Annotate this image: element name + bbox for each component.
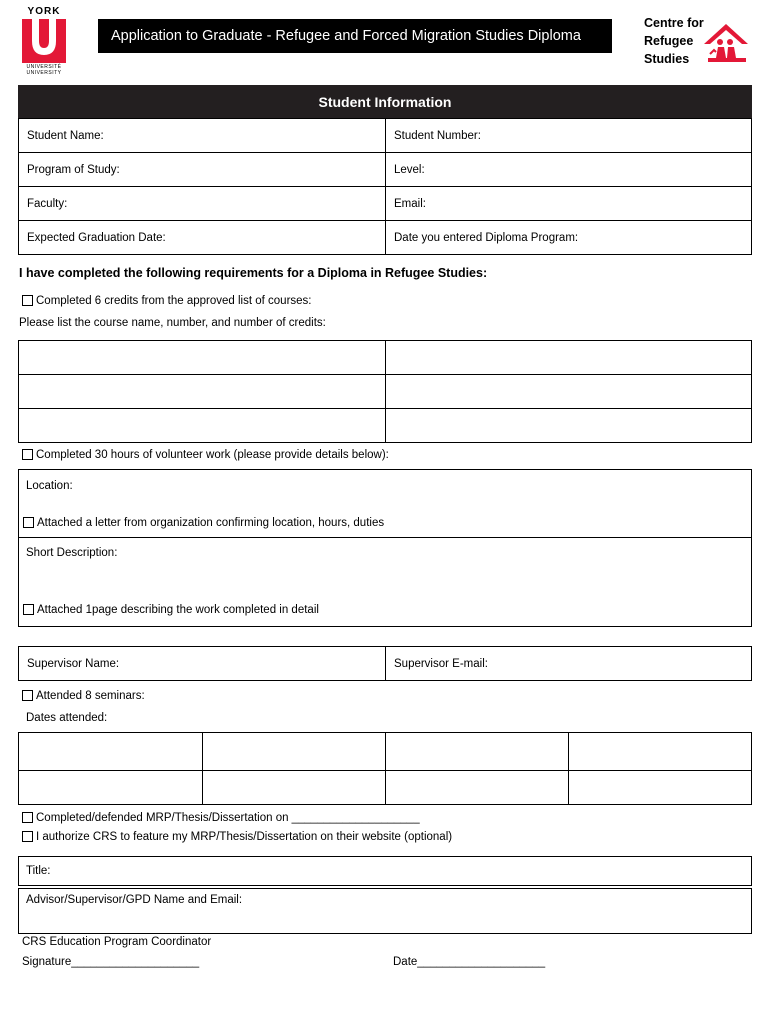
page-checkbox[interactable] [23,604,34,615]
student-number-label: Student Number: [394,129,481,142]
advisor-box[interactable] [18,888,752,934]
supervisor-table [18,646,752,681]
supervisor-email-label: Supervisor E-mail: [394,657,488,670]
faculty-field[interactable] [19,187,386,221]
entry-date-label: Date you entered Diploma Program: [394,231,579,244]
program-field[interactable] [19,153,386,187]
student-info-table [18,118,752,255]
description-label: Short Description: [26,547,118,559]
level-field[interactable] [386,153,752,187]
page-title-bar [98,19,612,53]
course-cell[interactable] [19,375,386,409]
crs-logo-line1: Centre for [644,16,704,30]
level-label: Level: [394,163,425,176]
supervisor-email-field[interactable] [386,647,752,681]
seminars-checkbox-label: Attended 8 seminars: [36,690,145,702]
authorize-checkbox[interactable] [22,831,33,842]
volunteer-checkbox-label: Completed 30 hours of volunteer work (please provide details below): [36,449,389,461]
supervisor-name-label: Supervisor Name: [27,657,120,670]
thesis-checkbox-label: Completed/defended MRP/Thesis/Dissertation on ____________________ [36,812,420,824]
student-info-header [18,85,752,119]
seminar-date-cell[interactable] [19,771,203,805]
letter-checkbox[interactable] [23,517,34,528]
entry-date-field[interactable] [386,221,752,255]
authorize-checkbox-row [22,831,452,843]
york-u-icon [22,19,66,63]
page-checkbox-row [23,604,319,616]
faculty-label: Faculty: [27,197,68,210]
seminar-date-cell[interactable] [569,733,752,771]
course-cell[interactable] [386,409,752,443]
crs-logo [644,16,754,68]
volunteer-location-box[interactable] [18,469,752,538]
seminars-checkbox-row [22,690,145,702]
seminars-table [18,732,752,805]
graduation-date-field[interactable] [19,221,386,255]
course-cell[interactable] [19,341,386,375]
course-cell[interactable] [19,409,386,443]
signature-line: Signature____________________ [22,956,200,968]
courses-checkbox-label: Completed 6 credits from the approved list of courses: [36,295,312,307]
seminar-date-cell[interactable] [203,771,386,805]
volunteer-description-box[interactable] [18,537,752,627]
courses-checkbox[interactable] [22,295,33,306]
thesis-title-box[interactable] [18,856,752,886]
york-logo-text: YORK [27,6,61,17]
thesis-title-label: Title: [26,865,51,877]
student-number-field[interactable] [386,119,752,153]
crs-logo-line3: Studies [644,52,690,66]
seminar-date-cell[interactable] [386,733,569,771]
course-cell[interactable] [386,341,752,375]
student-name-label: Student Name: [27,129,104,142]
student-info-heading: Student Information [318,94,452,110]
courses-instruction: Please list the course name, number, and number of credits: [19,317,326,329]
authorize-checkbox-label: I authorize CRS to feature my MRP/Thesis/Dissertation on their website (optional) [36,831,453,843]
house-icon [702,22,750,64]
seminar-date-cell[interactable] [19,733,203,771]
thesis-checkbox-row [22,812,420,824]
letter-checkbox-row [23,517,384,529]
seminar-date-cell[interactable] [386,771,569,805]
program-label: Program of Study: [27,163,120,176]
courses-checkbox-row [22,295,312,307]
supervisor-name-field[interactable] [19,647,386,681]
course-cell[interactable] [386,375,752,409]
volunteer-checkbox-row [22,449,389,461]
thesis-checkbox[interactable] [22,812,33,823]
seminars-checkbox[interactable] [22,690,33,701]
date-line: Date____________________ [393,956,546,968]
seminar-date-cell[interactable] [203,733,386,771]
email-label: Email: [394,197,426,210]
coordinator-label: CRS Education Program Coordinator [22,936,212,948]
student-name-field[interactable] [19,119,386,153]
page-title: Application to Graduate - Refugee and Forced Migration Studies Diploma [111,28,581,44]
page-checkbox-label: Attached 1page describing the work completed in detail [37,604,319,616]
graduation-date-label: Expected Graduation Date: [27,231,166,244]
location-label: Location: [26,480,73,492]
seminar-date-cell[interactable] [569,771,752,805]
email-field[interactable] [386,187,752,221]
volunteer-checkbox[interactable] [22,449,33,460]
dates-attended-label: Dates attended: [26,712,108,724]
advisor-label: Advisor/Supervisor/GPD Name and Email: [26,894,243,906]
york-logo-subtext: UNIVERSITÉ [26,64,62,70]
courses-table [18,340,752,443]
letter-checkbox-label: Attached a letter from organization confirming location, hours, duties [37,517,385,529]
requirements-heading: I have completed the following requirements for a Diploma in Refugee Studies: [19,266,488,280]
crs-logo-line2: Refugee [644,34,694,48]
york-logo [22,6,68,76]
york-logo-subtext-2: UNIVERSITY [26,70,62,76]
